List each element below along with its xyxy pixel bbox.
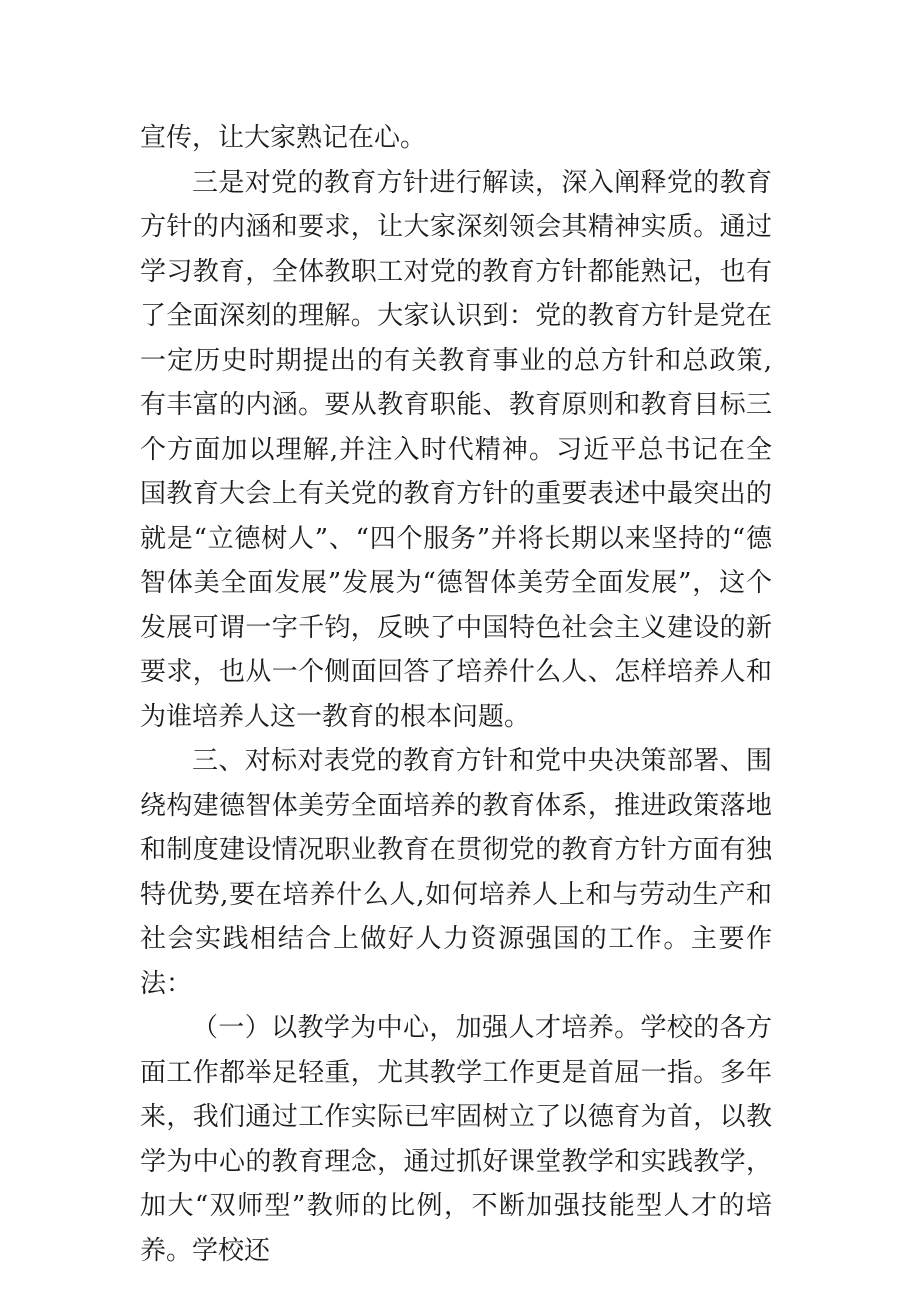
paragraph-continuation: 宣传，让大家熟记在心。 (140, 123, 427, 153)
document-body (140, 116, 772, 1273)
paragraph-education-policy-interpretation: 三是对党的教育方针进行解读，深入阐释党的教育方针的内涵和要求，让大家深刻领会其精神实质。通过学习教育，全体教职工对党的教育方针都能熟记，也有了全面深刻的理解。大家认识到：党的教育方针是党在一定历史时期提出的有关教育事业的总方针和总政策,有丰富的内涵。要从教育职能、教育原则和教育目标三个方面加以理解,并注入时代精神。习近平总书记在全国教育大会上有关党的教育方针的重要表述中最突出的就是“立德树人”、“四个服务”并将长期以来坚持的“德智体美全面发展”发展为“德智体美劳全面发展”，这个发展可谓一字千钧，反映了中国特色社会主义建设的新要求，也从一个侧面回答了培养什么人、怎样培养人和为谁培养人这一教育的根本问题。 (140, 167, 772, 732)
paragraph-teaching-center: （一）以教学为中心，加强人才培养。学校的各方面工作都举足轻重，尤其教学工作更是首屈一指。多年来，我们通过工作实际已牢固树立了以德育为首，以教学为中心的教育理念，通过抓好课堂教学和实践教学，加大“双师型”教师的比例，不断加强技能型人才的培养。学校还 (140, 1013, 772, 1266)
paragraph-section-three-heading: 三、对标对表党的教育方针和党中央决策部署、围绕构建德智体美劳全面培养的教育体系，推进政策落地和制度建设情况职业教育在贯彻党的教育方针方面有独特优势,要在培养什么人,如何培养人上和与劳动生产和社会实践相结合上做好人力资源强国的工作。主要作法： (140, 746, 772, 999)
